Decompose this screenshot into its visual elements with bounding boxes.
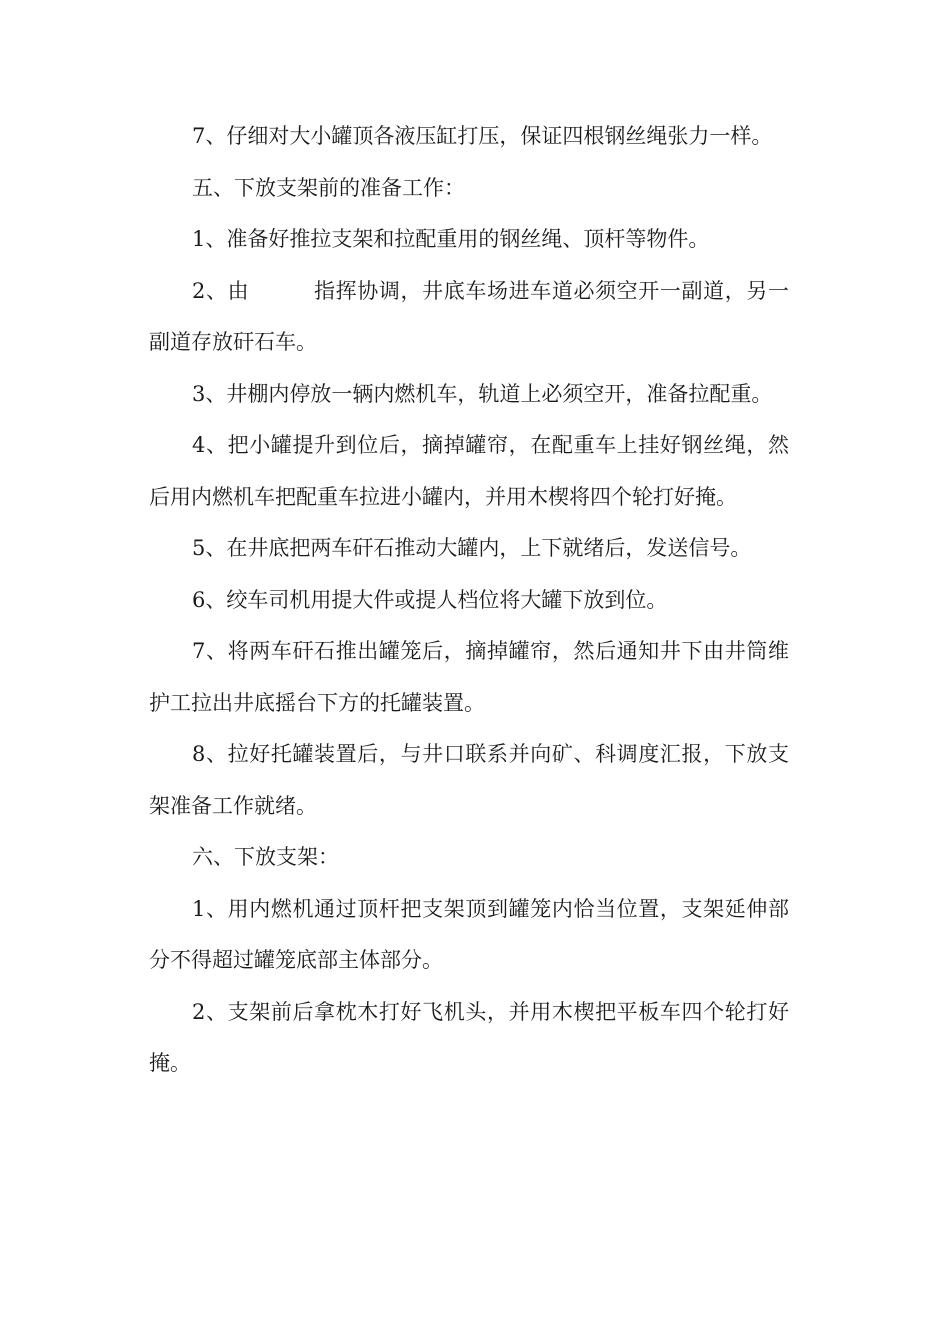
document-page <box>149 111 789 1090</box>
paragraph-prep-5: 5、在井底把两车矸石推动大罐内，上下就绪后，发送信号。 <box>192 536 752 560</box>
section-heading-6: 六、下放支架： <box>192 845 339 869</box>
paragraph-lower-2: 2、支架前后拿枕木打好飞机头，并用木楔把平板车四个轮打好掩。 <box>149 999 789 1075</box>
paragraph-prep-4: 4、把小罐提升到位后，摘掉罐帘，在配重车上挂好钢丝绳，然后用内燃机车把配重车拉进小罐内，并用木楔将四个轮打好掩。 <box>149 433 789 509</box>
paragraph-prep-3: 3、井棚内停放一辆内燃机车，轨道上必须空开，准备拉配重。 <box>192 381 773 406</box>
paragraph-step-7-tighten: 7、仔细对大小罐顶各液压缸打压，保证四根钢丝绳张力一样。 <box>192 124 773 148</box>
paragraph-prep-1: 1、准备好推拉支架和拉配重用的钢丝绳、顶杆等物件。 <box>192 227 710 251</box>
paragraph-prep-2: 2、由 指挥协调，井底车场进车道必须空开一副道，另一副道存放矸石车。 <box>149 278 789 354</box>
section-heading-5: 五、下放支架前的准备工作： <box>192 175 465 200</box>
paragraph-prep-6: 6、绞车司机用提大件或提人档位将大罐下放到位。 <box>192 587 668 612</box>
paragraph-prep-7: 7、将两车矸石推出罐笼后，摘掉罐帘，然后通知井下由井筒维护工拉出井底摇台下方的托罐装置。 <box>149 639 789 715</box>
paragraph-prep-8: 8、拉好托罐装置后，与井口联系并向矿、科调度汇报，下放支架准备工作就绪。 <box>149 742 789 818</box>
paragraph-lower-1: 1、用内燃机通过顶杆把支架顶到罐笼内恰当位置，支架延伸部分不得超过罐笼底部主体部分。 <box>149 896 789 972</box>
